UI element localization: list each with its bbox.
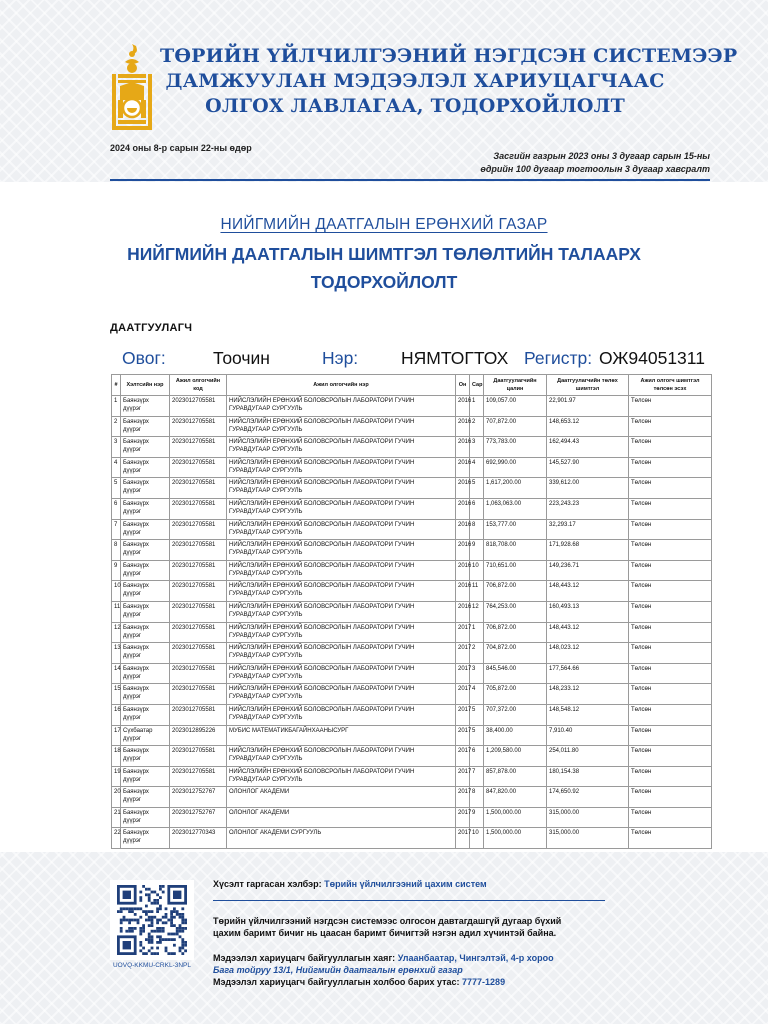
month-cell: 12 [470, 601, 484, 622]
validity-notice-line: цахим баримт бичиг нь цаасан баримт бичигтэй нэгэн адил хүчинтэй байна. [213, 928, 557, 938]
payment-status-cell: Төлсөн [629, 622, 712, 643]
employer-code-cell: 2023012770343 [170, 828, 227, 849]
salary-cell: 773,783.00 [484, 437, 547, 458]
month-cell: 3 [470, 663, 484, 684]
contribution-cell: 32,293.17 [547, 519, 629, 540]
table-row [112, 746, 712, 767]
employer-name-cell: НИЙСЛЭЛИЙН ЕРӨНХИЙ БОЛОВСРОЛЫН ЛАБОРАТОРИ ГУЧИН ГУРАВДУГААР СУРГУУЛЬ [227, 766, 456, 787]
department-cell: Баянзүрх дүүрэг [121, 807, 170, 828]
organization-name: НИЙГМИЙН ДААТГАЛЫН ЕРӨНХИЙ ГАЗАР [220, 216, 548, 233]
salary-cell: 705,872.00 [484, 684, 547, 705]
employer-name-cell: НИЙСЛЭЛИЙН ЕРӨНХИЙ БОЛОВСРОЛЫН ЛАБОРАТОРИ ГУЧИН ГУРАВДУГААР СУРГУУЛЬ [227, 519, 456, 540]
employer-code-cell: 2023012705581 [170, 457, 227, 478]
department-cell: Сүхбаатар дүүрэг [121, 725, 170, 746]
month-cell: 6 [470, 746, 484, 767]
column-header: Хэлтсийн нэр [121, 375, 170, 396]
department-cell: Баянзүрх дүүрэг [121, 437, 170, 458]
qr-code-icon [117, 885, 187, 955]
month-cell: 5 [470, 704, 484, 725]
salary-cell: 1,617,200.00 [484, 478, 547, 499]
table-row [112, 540, 712, 561]
year-cell: 2016 [456, 396, 470, 417]
row-number-cell: 15 [112, 684, 121, 705]
row-number-cell: 6 [112, 498, 121, 519]
row-number-cell: 21 [112, 807, 121, 828]
department-cell: Баянзүрх дүүрэг [121, 457, 170, 478]
column-header: Он [456, 375, 470, 396]
month-cell: 7 [470, 766, 484, 787]
column-header: Даатгуулагчийн төлөх шимтгэл [547, 375, 629, 396]
column-header: Ажил олгогчийн код [170, 375, 227, 396]
person-info [110, 348, 710, 370]
salary-cell: 1,500,000.00 [484, 828, 547, 849]
table-row [112, 684, 712, 705]
year-cell: 2017 [456, 663, 470, 684]
row-number-cell: 3 [112, 437, 121, 458]
row-number-cell: 11 [112, 601, 121, 622]
employer-name-cell: НИЙСЛЭЛИЙН ЕРӨНХИЙ БОЛОВСРОЛЫН ЛАБОРАТОРИ ГУЧИН ГУРАВДУГААР СУРГУУЛЬ [227, 601, 456, 622]
contribution-cell: 22,901.97 [547, 396, 629, 417]
table-row [112, 725, 712, 746]
table-row [112, 581, 712, 602]
contribution-cell: 180,154.38 [547, 766, 629, 787]
payment-status-cell: Төлсөн [629, 560, 712, 581]
table-row [112, 437, 712, 458]
contribution-cell: 148,443.12 [547, 622, 629, 643]
employer-code-cell: 2023012752767 [170, 807, 227, 828]
employer-name-cell: НИЙСЛЭЛИЙН ЕРӨНХИЙ БОЛОВСРОЛЫН ЛАБОРАТОРИ ГУЧИН ГУРАВДУГААР СУРГУУЛЬ [227, 437, 456, 458]
year-cell: 2016 [456, 478, 470, 499]
year-cell: 2017 [456, 787, 470, 808]
year-cell: 2016 [456, 498, 470, 519]
document-title-line: НИЙГМИЙН ДААТГАЛЫН ШИМТГЭЛ ТӨЛӨЛТИЙН ТАЛААРХ [127, 244, 641, 264]
year-cell: 2017 [456, 643, 470, 664]
salary-cell: 818,708.00 [484, 540, 547, 561]
salary-cell: 706,872.00 [484, 622, 547, 643]
column-header: Ажил олгогчийн нэр [227, 375, 456, 396]
salary-cell: 704,872.00 [484, 643, 547, 664]
month-cell: 4 [470, 457, 484, 478]
name-value: НЯМТОГТОХ [401, 348, 509, 368]
employer-code-cell: 2023012705581 [170, 540, 227, 561]
month-cell: 5 [470, 725, 484, 746]
row-number-cell: 4 [112, 457, 121, 478]
table-row [112, 457, 712, 478]
payment-status-cell: Төлсөн [629, 437, 712, 458]
column-header: Ажил олгогч шимтгэл төлсөн эсэх [629, 375, 712, 396]
surname-label: Овог: [122, 348, 166, 368]
employer-name-cell: НИЙСЛЭЛИЙН ЕРӨНХИЙ БОЛОВСРОЛЫН ЛАБОРАТОРИ ГУЧИН ГУРАВДУГААР СУРГУУЛЬ [227, 457, 456, 478]
employer-code-cell: 2023012705581 [170, 396, 227, 417]
department-cell: Баянзүрх дүүрэг [121, 643, 170, 664]
salary-cell: 38,400.00 [484, 725, 547, 746]
table-row [112, 828, 712, 849]
payment-status-cell: Төлсөн [629, 704, 712, 725]
payment-status-cell: Төлсөн [629, 540, 712, 561]
row-number-cell: 2 [112, 416, 121, 437]
payment-status-cell: Төлсөн [629, 601, 712, 622]
row-number-cell: 22 [112, 828, 121, 849]
contribution-cell: 148,443.12 [547, 581, 629, 602]
table-row [112, 787, 712, 808]
employer-name-cell: ОЛОНЛОГ АКАДЕМИ [227, 787, 456, 808]
employer-name-cell: НИЙСЛЭЛИЙН ЕРӨНХИЙ БОЛОВСРОЛЫН ЛАБОРАТОРИ ГУЧИН ГУРАВДУГААР СУРГУУЛЬ [227, 684, 456, 705]
year-cell: 2016 [456, 581, 470, 602]
salary-cell: 857,878.00 [484, 766, 547, 787]
table-row [112, 519, 712, 540]
department-cell: Баянзүрх дүүрэг [121, 684, 170, 705]
table-row [112, 498, 712, 519]
contribution-cell: 7,910.40 [547, 725, 629, 746]
table-row [112, 704, 712, 725]
requested-via-label: Хүсэлт гаргасан хэлбэр: [213, 879, 322, 889]
row-number-cell: 9 [112, 560, 121, 581]
payment-status-cell: Төлсөн [629, 478, 712, 499]
table-row [112, 601, 712, 622]
contribution-cell: 177,564.66 [547, 663, 629, 684]
department-cell: Баянзүрх дүүрэг [121, 416, 170, 437]
department-cell: Баянзүрх дүүрэг [121, 498, 170, 519]
contribution-cell: 148,233.12 [547, 684, 629, 705]
row-number-cell: 13 [112, 643, 121, 664]
employer-code-cell: 2023012705581 [170, 498, 227, 519]
payment-status-cell: Төлсөн [629, 663, 712, 684]
contribution-cell: 148,548.12 [547, 704, 629, 725]
employer-code-cell: 2023012705581 [170, 416, 227, 437]
department-cell: Баянзүрх дүүрэг [121, 622, 170, 643]
year-cell: 2016 [456, 560, 470, 581]
row-number-cell: 8 [112, 540, 121, 561]
employer-name-cell: НИЙСЛЭЛИЙН ЕРӨНХИЙ БОЛОВСРОЛЫН ЛАБОРАТОРИ ГУЧИН ГУРАВДУГААР СУРГУУЛЬ [227, 540, 456, 561]
header-divider [110, 179, 710, 181]
row-number-cell: 12 [112, 622, 121, 643]
requested-via-value: Төрийн үйлчилгээний цахим систем [324, 879, 487, 889]
employer-code-cell: 2023012705581 [170, 622, 227, 643]
table-body [112, 396, 712, 849]
month-cell: 9 [470, 807, 484, 828]
surname-value: Тоочин [213, 348, 270, 368]
document-title [0, 240, 768, 296]
year-cell: 2016 [456, 540, 470, 561]
year-cell: 2017 [456, 704, 470, 725]
row-number-cell: 7 [112, 519, 121, 540]
department-cell: Баянзүрх дүүрэг [121, 560, 170, 581]
year-cell: 2016 [456, 457, 470, 478]
header-title-line: ОЛГОХ ЛАВЛАГАА, ТОДОРХОЙЛОЛТ [205, 95, 625, 117]
payment-status-cell: Төлсөн [629, 746, 712, 767]
payment-status-cell: Төлсөн [629, 457, 712, 478]
payment-status-cell: Төлсөн [629, 684, 712, 705]
contribution-cell: 254,011.80 [547, 746, 629, 767]
salary-cell: 707,872.00 [484, 416, 547, 437]
salary-cell: 706,872.00 [484, 581, 547, 602]
employer-name-cell: МУБИС МАТЕМАТИКБАГАЙНХААНЫСУРГ [227, 725, 456, 746]
salary-cell: 109,057.00 [484, 396, 547, 417]
payment-status-cell: Төлсөн [629, 807, 712, 828]
month-cell: 3 [470, 437, 484, 458]
month-cell: 1 [470, 396, 484, 417]
column-header: # [112, 375, 121, 396]
contribution-cell: 149,236.71 [547, 560, 629, 581]
register-label: Регистр: [524, 348, 593, 368]
month-cell: 9 [470, 540, 484, 561]
employer-code-cell: 2023012705581 [170, 704, 227, 725]
month-cell: 10 [470, 828, 484, 849]
table-header-row [112, 375, 712, 396]
header-title-line: ДАМЖУУЛАН МЭДЭЭЛЭЛ ХАРИУЦАГЧААС [165, 70, 665, 92]
department-cell: Баянзүрх дүүрэг [121, 581, 170, 602]
address-label: Мэдээлэл хариуцагч байгууллагын хаяг: [213, 953, 396, 963]
employer-code-cell: 2023012705581 [170, 581, 227, 602]
table-row [112, 663, 712, 684]
contribution-cell: 171,928.68 [547, 540, 629, 561]
decree-reference [480, 150, 710, 176]
contact-phone [213, 976, 505, 988]
table-row [112, 396, 712, 417]
year-cell: 2017 [456, 684, 470, 705]
employer-code-cell: 2023012705581 [170, 437, 227, 458]
column-header: Сар [470, 375, 484, 396]
employer-name-cell: ОЛОНЛОГ АКАДЕМИ [227, 807, 456, 828]
footer-divider [213, 900, 605, 901]
month-cell: 2 [470, 643, 484, 664]
table-row [112, 766, 712, 787]
employer-code-cell: 2023012705581 [170, 601, 227, 622]
qr-code [110, 880, 194, 960]
salary-cell: 692,990.00 [484, 457, 547, 478]
employer-name-cell: НИЙСЛЭЛИЙН ЕРӨНХИЙ БОЛОВСРОЛЫН ЛАБОРАТОРИ ГУЧИН ГУРАВДУГААР СУРГУУЛЬ [227, 581, 456, 602]
salary-cell: 153,777.00 [484, 519, 547, 540]
employer-name-cell: НИЙСЛЭЛИЙН ЕРӨНХИЙ БОЛОВСРОЛЫН ЛАБОРАТОРИ ГУЧИН ГУРАВДУГААР СУРГУУЛЬ [227, 560, 456, 581]
salary-cell: 707,372.00 [484, 704, 547, 725]
row-number-cell: 5 [112, 478, 121, 499]
payment-status-cell: Төлсөн [629, 828, 712, 849]
contributions-table [111, 374, 712, 849]
salary-cell: 710,651.00 [484, 560, 547, 581]
name-label: Нэр: [322, 348, 359, 368]
contribution-cell: 315,000.00 [547, 828, 629, 849]
department-cell: Баянзүрх дүүрэг [121, 519, 170, 540]
phone-value: 7777-1289 [462, 977, 506, 987]
issue-date: 2024 оны 8-р сарын 22-ны өдөр [110, 143, 252, 153]
year-cell: 2016 [456, 519, 470, 540]
department-cell: Баянзүрх дүүрэг [121, 601, 170, 622]
department-cell: Баянзүрх дүүрэг [121, 663, 170, 684]
address-line-1: Улаанбаатар, Чингэлтэй, 4-р хороо [397, 953, 554, 963]
employer-name-cell: НИЙСЛЭЛИЙН ЕРӨНХИЙ БОЛОВСРОЛЫН ЛАБОРАТОРИ ГУЧИН ГУРАВДУГААР СУРГУУЛЬ [227, 416, 456, 437]
employer-name-cell: НИЙСЛЭЛИЙН ЕРӨНХИЙ БОЛОВСРОЛЫН ЛАБОРАТОРИ ГУЧИН ГУРАВДУГААР СУРГУУЛЬ [227, 746, 456, 767]
contribution-cell: 148,023.12 [547, 643, 629, 664]
validity-notice-line: Төрийн үйлчилгээний нэгдсэн системээс олгосон давтагдашгүй дугаар бүхий [213, 916, 562, 926]
register-value: ОЖ94051311 [599, 348, 705, 368]
employer-name-cell: НИЙСЛЭЛИЙН ЕРӨНХИЙ БОЛОВСРОЛЫН ЛАБОРАТОРИ ГУЧИН ГУРАВДУГААР СУРГУУЛЬ [227, 396, 456, 417]
contribution-cell: 339,612.00 [547, 478, 629, 499]
salary-cell: 1,500,000.00 [484, 807, 547, 828]
month-cell: 11 [470, 581, 484, 602]
employer-code-cell: 2023012705581 [170, 746, 227, 767]
department-cell: Баянзүрх дүүрэг [121, 540, 170, 561]
contribution-cell: 162,494.43 [547, 437, 629, 458]
salary-cell: 847,820.00 [484, 787, 547, 808]
year-cell: 2016 [456, 601, 470, 622]
table-row [112, 807, 712, 828]
row-number-cell: 14 [112, 663, 121, 684]
month-cell: 2 [470, 416, 484, 437]
row-number-cell: 16 [112, 704, 121, 725]
month-cell: 8 [470, 519, 484, 540]
year-cell: 2016 [456, 437, 470, 458]
decree-line: Засгийн газрын 2023 оны 3 дугаар сарын 15-ны [493, 151, 710, 161]
payment-status-cell: Төлсөн [629, 643, 712, 664]
employer-code-cell: 2023012705581 [170, 560, 227, 581]
address [213, 952, 554, 976]
year-cell: 2017 [456, 725, 470, 746]
payment-status-cell: Төлсөн [629, 396, 712, 417]
contribution-cell: 174,650.92 [547, 787, 629, 808]
year-cell: 2017 [456, 828, 470, 849]
year-cell: 2017 [456, 746, 470, 767]
table-row [112, 416, 712, 437]
employer-name-cell: НИЙСЛЭЛИЙН ЕРӨНХИЙ БОЛОВСРОЛЫН ЛАБОРАТОРИ ГУЧИН ГУРАВДУГААР СУРГУУЛЬ [227, 622, 456, 643]
year-cell: 2017 [456, 622, 470, 643]
header-title-line: ТӨРИЙН ҮЙЛЧИЛГЭЭНИЙ НЭГДСЭН СИСТЕМЭЭР [160, 45, 738, 67]
phone-label: Мэдээлэл хариуцагч байгууллагын холбоо барих утас: [213, 977, 460, 987]
employer-code-cell: 2023012705581 [170, 478, 227, 499]
employer-code-cell: 2023012752767 [170, 787, 227, 808]
month-cell: 10 [470, 560, 484, 581]
salary-cell: 764,253.00 [484, 601, 547, 622]
contribution-cell: 160,493.13 [547, 601, 629, 622]
payment-status-cell: Төлсөн [629, 519, 712, 540]
employer-code-cell: 2023012705581 [170, 519, 227, 540]
employer-name-cell: ОЛОНЛОГ АКАДЕМИ СУРГУУЛЬ [227, 828, 456, 849]
payment-status-cell: Төлсөн [629, 787, 712, 808]
table-row [112, 478, 712, 499]
month-cell: 5 [470, 478, 484, 499]
contribution-cell: 148,653.12 [547, 416, 629, 437]
row-number-cell: 20 [112, 787, 121, 808]
validity-notice [213, 915, 561, 939]
row-number-cell: 17 [112, 725, 121, 746]
table-row [112, 622, 712, 643]
document-title-line: ТОДОРХОЙЛОЛТ [310, 272, 458, 292]
contribution-cell: 145,527.90 [547, 457, 629, 478]
salary-cell: 1,063,063.00 [484, 498, 547, 519]
row-number-cell: 18 [112, 746, 121, 767]
qr-code-text: UOVQ-KKMU-CRKL-3NPL [112, 962, 191, 969]
employer-code-cell: 2023012705581 [170, 643, 227, 664]
month-cell: 4 [470, 684, 484, 705]
employer-code-cell: 2023012705581 [170, 684, 227, 705]
employer-name-cell: НИЙСЛЭЛИЙН ЕРӨНХИЙ БОЛОВСРОЛЫН ЛАБОРАТОРИ ГУЧИН ГУРАВДУГААР СУРГУУЛЬ [227, 478, 456, 499]
department-cell: Баянзүрх дүүрэг [121, 478, 170, 499]
payment-status-cell: Төлсөн [629, 725, 712, 746]
department-cell: Баянзүрх дүүрэг [121, 787, 170, 808]
department-cell: Баянзүрх дүүрэг [121, 704, 170, 725]
department-cell: Баянзүрх дүүрэг [121, 766, 170, 787]
payment-status-cell: Төлсөн [629, 581, 712, 602]
month-cell: 8 [470, 787, 484, 808]
year-cell: 2016 [456, 416, 470, 437]
table-row [112, 560, 712, 581]
employer-code-cell: 2023012895226 [170, 725, 227, 746]
salary-cell: 845,546.00 [484, 663, 547, 684]
contribution-cell: 223,243.23 [547, 498, 629, 519]
salary-cell: 1,209,580.00 [484, 746, 547, 767]
row-number-cell: 10 [112, 581, 121, 602]
employer-name-cell: НИЙСЛЭЛИЙН ЕРӨНХИЙ БОЛОВСРОЛЫН ЛАБОРАТОРИ ГУЧИН ГУРАВДУГААР СУРГУУЛЬ [227, 663, 456, 684]
decree-line: өдрийн 100 дугаар тогтоолын 3 дугаар хавсралт [480, 164, 710, 174]
insured-heading: ДААТГУУЛАГЧ [110, 322, 193, 334]
employer-code-cell: 2023012705581 [170, 663, 227, 684]
contribution-cell: 315,000.00 [547, 807, 629, 828]
requested-via [213, 878, 487, 890]
state-emblem-icon [106, 42, 158, 132]
payment-status-cell: Төлсөн [629, 416, 712, 437]
year-cell: 2017 [456, 807, 470, 828]
table-row [112, 643, 712, 664]
payment-status-cell: Төлсөн [629, 498, 712, 519]
department-cell: Баянзүрх дүүрэг [121, 396, 170, 417]
row-number-cell: 19 [112, 766, 121, 787]
month-cell: 1 [470, 622, 484, 643]
department-cell: Баянзүрх дүүрэг [121, 828, 170, 849]
department-cell: Баянзүрх дүүрэг [121, 746, 170, 767]
employer-name-cell: НИЙСЛЭЛИЙН ЕРӨНХИЙ БОЛОВСРОЛЫН ЛАБОРАТОРИ ГУЧИН ГУРАВДУГААР СУРГУУЛЬ [227, 643, 456, 664]
header-title [160, 44, 738, 119]
year-cell: 2017 [456, 766, 470, 787]
employer-name-cell: НИЙСЛЭЛИЙН ЕРӨНХИЙ БОЛОВСРОЛЫН ЛАБОРАТОРИ ГУЧИН ГУРАВДУГААР СУРГУУЛЬ [227, 704, 456, 725]
row-number-cell: 1 [112, 396, 121, 417]
column-header: Даатгуулагчийн цалин [484, 375, 547, 396]
month-cell: 6 [470, 498, 484, 519]
employer-name-cell: НИЙСЛЭЛИЙН ЕРӨНХИЙ БОЛОВСРОЛЫН ЛАБОРАТОРИ ГУЧИН ГУРАВДУГААР СУРГУУЛЬ [227, 498, 456, 519]
payment-status-cell: Төлсөн [629, 766, 712, 787]
employer-code-cell: 2023012705581 [170, 766, 227, 787]
address-line-2: Бага тойруу 13/1, Нийгмийн даатгалын ерөнхий газар [213, 965, 463, 975]
